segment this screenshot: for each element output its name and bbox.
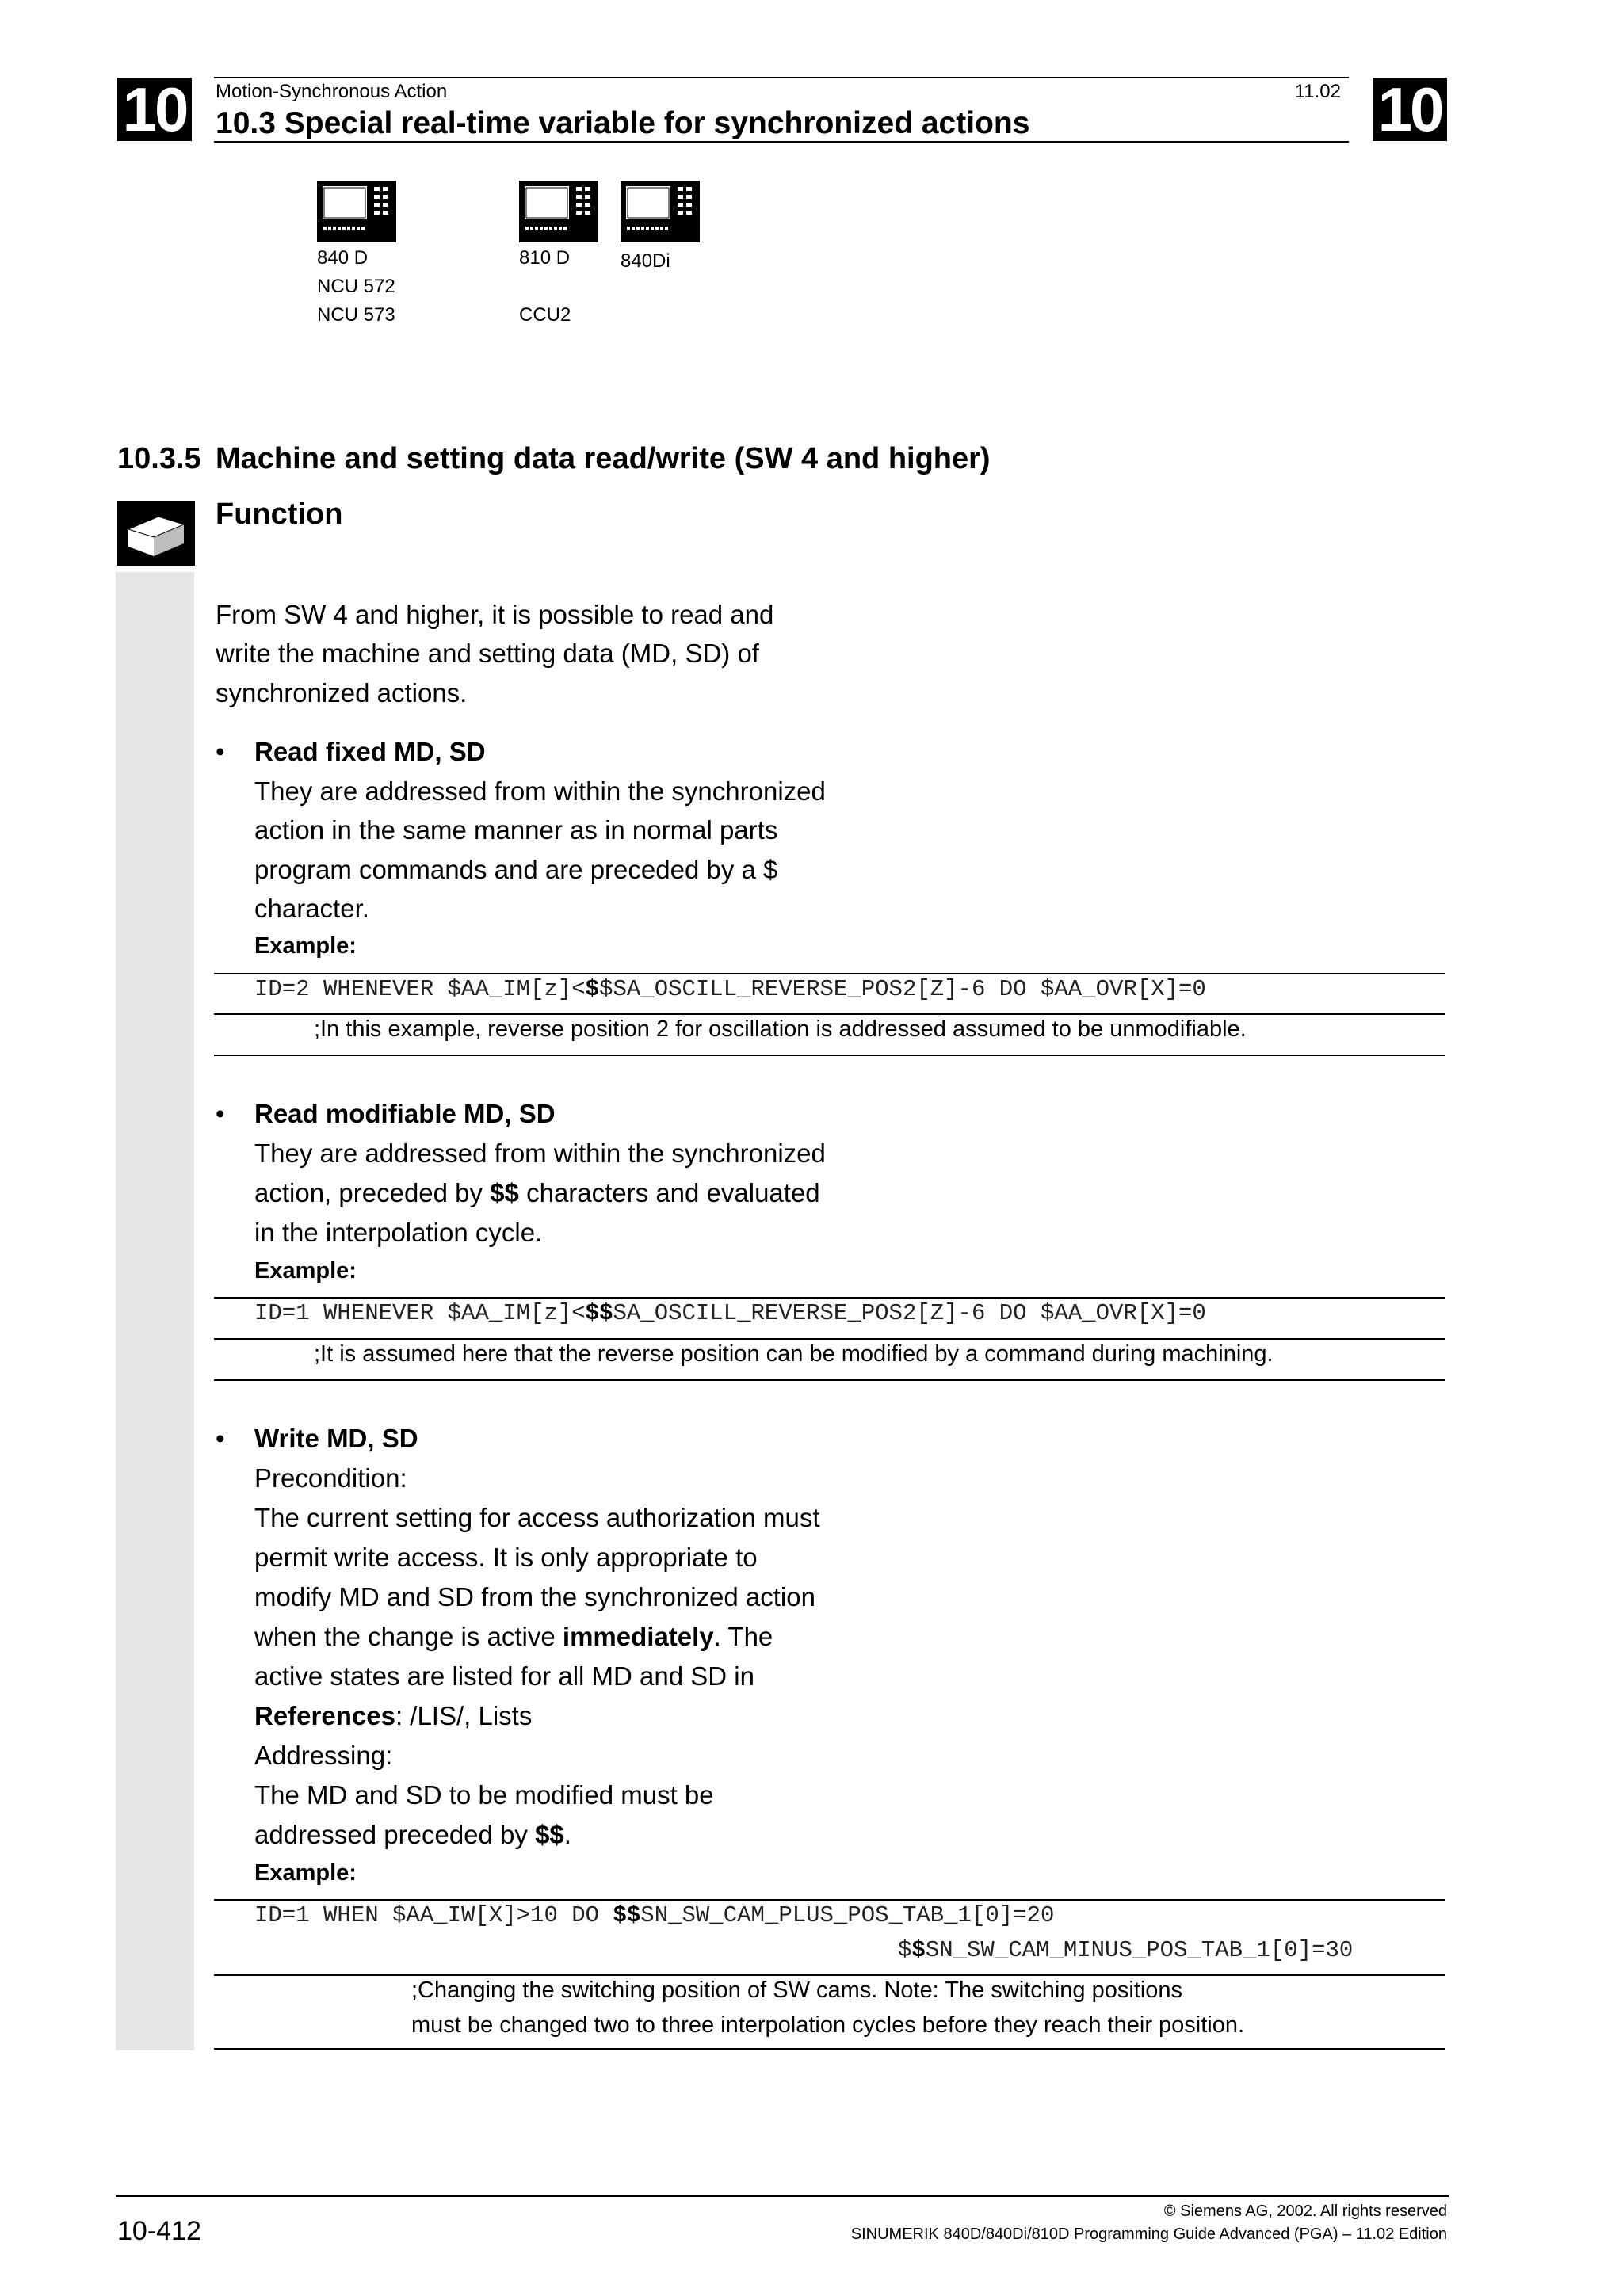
page-title: 10.3 Special real-time variable for synchronized actions [216, 106, 1030, 140]
chapter-tab-right: 10 [1373, 78, 1447, 141]
intro-line: From SW 4 and higher, it is possible to read and [216, 600, 774, 629]
bullet-text: They are addressed from within the synchronized [254, 776, 826, 806]
bullet-text: permit write access. It is only appropriate to [254, 1543, 758, 1572]
section-label: Motion-Synchronous Action [216, 81, 448, 102]
code-line: ID=1 WHENEVER $AA_IM[z]<$$SA_OSCILL_REVERSE_POS2[Z]-6 DO $AA_OVR[X]=0 [254, 1300, 1206, 1326]
bullet-text: when the change is active immediately. The [254, 1622, 773, 1651]
footer-rule [116, 2195, 1449, 2197]
bullet-dot: • [216, 1099, 225, 1128]
copyright: © Siemens AG, 2002. All rights reserved [1163, 2203, 1447, 2220]
code-rule [214, 1899, 1445, 1901]
control-panel-icon [317, 181, 396, 242]
control-label: 810 D [519, 247, 571, 269]
bullet-text: The current setting for access authorization must [254, 1503, 820, 1532]
bullet-text: action in the same manner as in normal parts [254, 815, 778, 845]
chapter-tab-left: 10 [117, 78, 192, 141]
code-rule [214, 1974, 1445, 1976]
document-title: SINUMERIK 840D/840Di/810D Programming Guide Advanced (PGA) – 11.02 Edition [850, 2225, 1447, 2243]
code-rule [214, 2048, 1445, 2050]
example-label: Example: [254, 1860, 357, 1886]
example-label: Example: [254, 933, 357, 959]
bullet-heading: Read modifiable MD, SD [254, 1099, 556, 1128]
code-line: $$SN_SW_CAM_MINUS_POS_TAB_1[0]=30 [898, 1937, 1354, 1963]
section-title: Machine and setting data read/write (SW 4 and higher) [216, 442, 991, 475]
bullet-text: addressed preceded by $$. [254, 1820, 571, 1849]
bullet-text: modify MD and SD from the synchronized action [254, 1582, 815, 1611]
function-heading: Function [216, 498, 343, 531]
code-comment: ;It is assumed here that the reverse position can be modified by a command during machining. [314, 1341, 1274, 1367]
intro-line: write the machine and setting data (MD, SD) of [216, 639, 759, 668]
bullet-heading: Write MD, SD [254, 1424, 418, 1453]
code-rule [214, 1297, 1445, 1299]
edition-label: 11.02 [1294, 81, 1341, 102]
header-rule-bottom [214, 141, 1349, 143]
control-panel-icon [519, 181, 598, 242]
function-icon [117, 501, 195, 566]
control-panel-icon [621, 181, 700, 242]
code-rule [214, 1338, 1445, 1340]
code-comment: must be changed two to three interpolation cycles before they reach their position. [411, 2012, 1245, 2038]
bullet-text: Precondition: [254, 1463, 407, 1493]
code-comment: ;In this example, reverse position 2 for oscillation is addressed assumed to be unmodifiable. [314, 1016, 1247, 1042]
bullet-heading: Read fixed MD, SD [254, 737, 486, 766]
bullet-text: active states are listed for all MD and SD in [254, 1661, 754, 1691]
code-line: ID=2 WHENEVER $AA_IM[z]<$$SA_OSCILL_REVERSE_POS2[Z]-6 DO $AA_OVR[X]=0 [254, 976, 1206, 1002]
bullet-text: References: /LIS/, Lists [254, 1701, 533, 1730]
control-label: NCU 572 [317, 276, 395, 297]
bullet-dot: • [216, 737, 225, 766]
bullet-text: Addressing: [254, 1741, 393, 1770]
code-comment: ;Changing the switching position of SW cams. Note: The switching positions [411, 1978, 1183, 2003]
control-label: CCU2 [519, 304, 571, 326]
section-number: 10.3.5 [117, 442, 201, 475]
page-number: 10-412 [117, 2216, 201, 2246]
bullet-text: The MD and SD to be modified must be [254, 1780, 714, 1810]
control-label: NCU 573 [317, 304, 395, 326]
code-rule [214, 973, 1445, 974]
control-label: 840 D [317, 247, 369, 269]
code-rule [214, 1379, 1445, 1381]
header-rule-top [214, 77, 1349, 78]
bullet-text: program commands and are preceded by a $ [254, 855, 778, 884]
code-rule [214, 1013, 1445, 1015]
control-label: 840Di [621, 250, 670, 272]
bullet-text: in the interpolation cycle. [254, 1218, 543, 1247]
code-rule [214, 1055, 1445, 1056]
code-line: ID=1 WHEN $AA_IW[X]>10 DO $$SN_SW_CAM_PLUS_POS_TAB_1[0]=20 [254, 1902, 1055, 1928]
example-label: Example: [254, 1258, 357, 1283]
bullet-text: action, preceded by $$ characters and evaluated [254, 1178, 820, 1207]
margin-bar [116, 572, 194, 2050]
intro-line: synchronized actions. [216, 678, 468, 707]
bullet-text: character. [254, 894, 369, 923]
bullet-text: They are addressed from within the synchronized [254, 1138, 826, 1168]
bullet-dot: • [216, 1424, 225, 1453]
